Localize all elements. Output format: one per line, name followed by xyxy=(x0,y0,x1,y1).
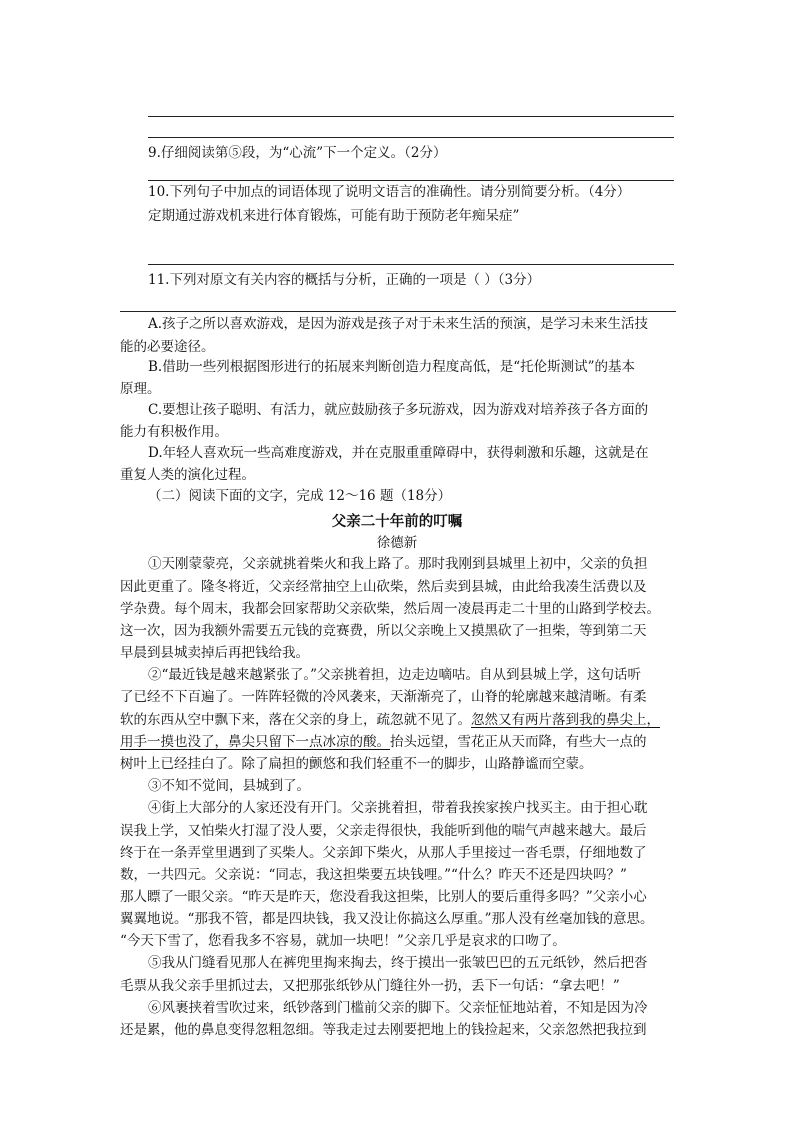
answer-line xyxy=(120,311,676,312)
option-c-cont: 能力有积极作用。 xyxy=(120,424,228,440)
answer-line xyxy=(148,137,674,138)
text-line: ⑤我从门缝看见那人在裤兜里掏来掏去，终于摸出一张皱巴巴的五元纸钞，然后把沓 xyxy=(148,955,648,971)
text-line: 早晨到县城卖掉后再把钱给我。 xyxy=(120,645,309,661)
option-b-cont: 原理。 xyxy=(120,381,161,397)
option-a: A.孩子之所以喜欢游戏，是因为游戏是孩子对于未来生活的预演，是学习未来生活技 xyxy=(148,316,649,332)
option-d-cont: 重复人类的演化过程。 xyxy=(120,467,255,483)
text-line: 误我上学，又怕柴火打湿了没人要，父亲走得很快，我能听到他的喘气声越来越大。最后 xyxy=(120,823,647,839)
text-segment: 抬头远望，雪花正从天而降，有些大一点的 xyxy=(390,734,647,750)
text-segment: 软的东西从空中飘下来，落在父亲的身上，疏忽就不见了。 xyxy=(120,712,471,728)
text-line: 树叶上已经挂白了。除了扁担的颤悠和我们轻重不一的脚步，山路静谧而空蒙。 xyxy=(120,756,593,772)
underlined-sentence: 忽然又有两片落到我的鼻尖上， xyxy=(471,712,660,728)
option-a-cont: 能的必要途径。 xyxy=(120,339,215,355)
text-line: ②“最近钱是越来越紧张了。”父亲挑着担，边走边嘀咕。自从到县城上学，这句话听 xyxy=(148,667,642,683)
option-d: D.年轻人喜欢玩一些高难度游戏，并在克服重重障碍中，获得刺激和乐趣，这就是在 xyxy=(148,445,649,461)
text-line: ③不知不觉间，县城到了。 xyxy=(148,778,310,794)
section-heading: （二）阅读下面的文字，完成 12～16 题（18分） xyxy=(148,488,452,504)
text-line: 终于在一条弄堂里遇到了买柴人。父亲卸下柴火，从那人手里接过一沓毛票，仔细地数了 xyxy=(120,845,647,861)
text-line: “今天下雪了，您看我多不容易，就加一块吧！”父亲几乎是哀求的口吻了。 xyxy=(120,933,566,949)
underlined-sentence: 用手一摸也没了，鼻尖只留下一点冰凉的酸。 xyxy=(120,734,390,750)
text-line: 数，一共四元。父亲说：“同志，我这担柴要五块钱哩。”“什么？昨天不还是四块吗？” xyxy=(120,867,627,883)
text-line: 毛票从我父亲手里抓过去，又把那张纸钞从门缝往外一扔，丢下一句话：“拿去吧！” xyxy=(120,978,620,994)
answer-line xyxy=(148,264,674,265)
article-author: 徐德新 xyxy=(376,535,418,551)
answer-line xyxy=(148,116,674,117)
text-line: ④街上大部分的人家还没有开门。父亲挑着担，带着我挨家挨户找买主。由于担心耽 xyxy=(148,800,648,816)
text-line: ⑥风裹挟着雪吹过来，纸钞落到门槛前父亲的脚下。父亲怔怔地站着，不知是因为冷 xyxy=(148,1000,648,1016)
text-line: 那人瞟了一眼父亲。“昨天是昨天，您没看我这担柴，比别人的要后重得多吗？”父亲小心 xyxy=(120,889,647,905)
text-line xyxy=(120,731,680,755)
article-title: 父亲二十年前的叮嘱 xyxy=(331,513,463,530)
question-11: 11.下列对原文有关内容的概括与分析，正确的一项是（ ）（3分） xyxy=(148,272,541,288)
option-b: B.借助一些列根据图形进行的拓展来判断创造力程度高低，是“托伦斯测试”的基本 xyxy=(148,359,636,375)
text-line: 因此更重了。隆冬将近，父亲经常抽空上山砍柴，然后卖到县城，由此给我凑生活费以及 xyxy=(120,579,647,595)
text-line: 学杂费。每个周末，我都会回家帮助父亲砍柴，然后周一凌晨再走二十里的山路到学校去。 xyxy=(120,601,660,617)
question-10-sentence: 定期通过游戏机来进行体育锻炼，可能有助于预防老年痴呆症” xyxy=(148,208,520,224)
text-line: ①天刚蒙蒙亮，父亲就挑着柴火和我上路了。那时我刚到县城里上初中，父亲的负担 xyxy=(148,556,648,572)
text-line: 了已经不下百遍了。一阵阵轻微的冷风袭来，天渐渐亮了，山脊的轮廓越来越清晰。有柔 xyxy=(120,689,647,705)
text-line: 翼翼地说。“那我不管，都是四块钱，我又没让你搞这么厚重。”那人没有丝毫加钱的意思。 xyxy=(120,911,654,927)
text-line xyxy=(120,709,680,733)
text-line: 这一次，因为我额外需要五元钱的竞赛费，所以父亲晚上又摸黑砍了一担柴，等到第二天 xyxy=(120,623,647,639)
text-line: 还是累，他的鼻息变得忽粗忽细。等我走过去刚要把地上的钱捡起来，父亲忽然把我拉到 xyxy=(120,1022,647,1038)
question-10: 10.下列句子中加点的词语体现了说明文语言的准确性。请分别简要分析。（4分） xyxy=(148,184,631,200)
question-9: 9.仔细阅读第⑤段，为“心流”下一个定义。（2分） xyxy=(148,145,447,161)
option-c: C.要想让孩子聪明、有活力，就应鼓励孩子多玩游戏，因为游戏对培养孩子各方面的 xyxy=(148,402,649,418)
